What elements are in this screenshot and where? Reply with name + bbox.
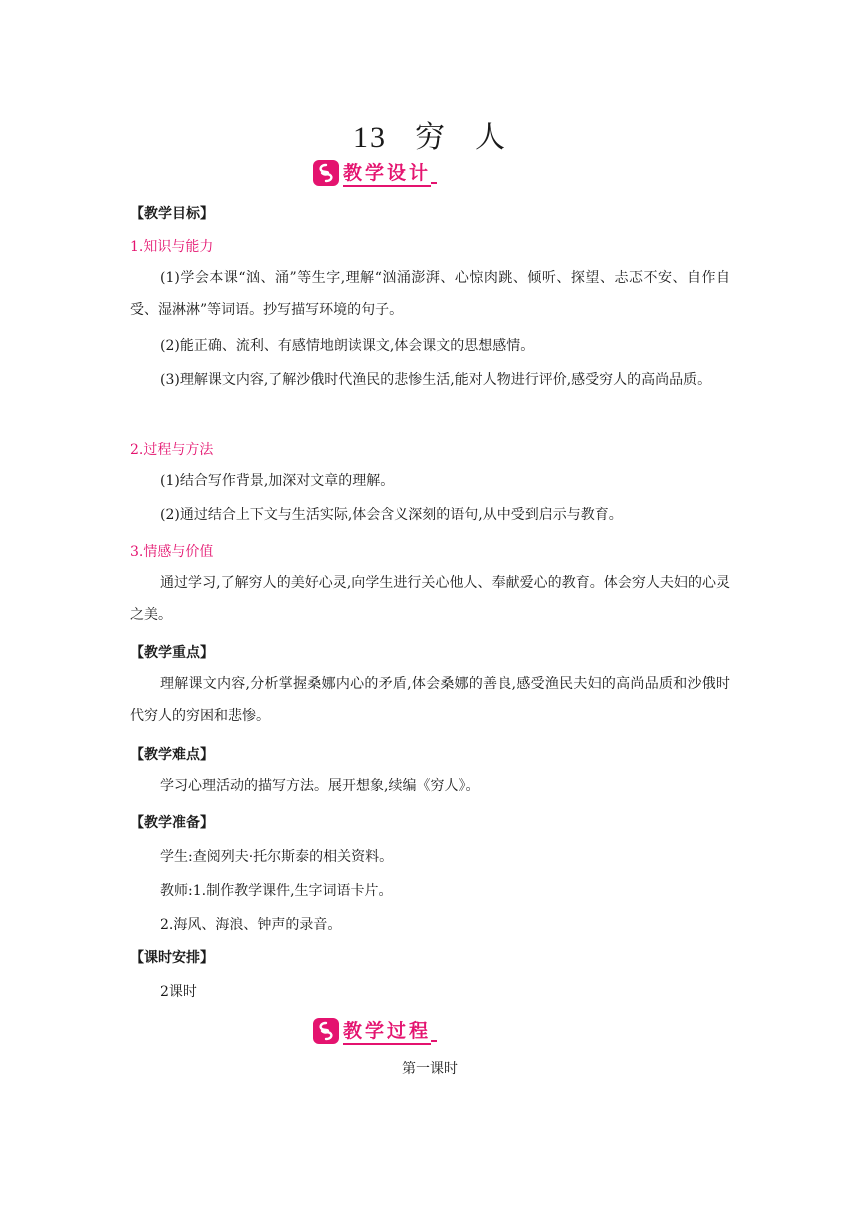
lesson-label: 第一课时: [402, 1061, 458, 1077]
paragraph-goal-2: (2)能正确、流利、有感情地朗读课文,体会课文的思想感情。: [160, 338, 535, 354]
swirl-logo-icon: [313, 160, 339, 186]
subheading-knowledge: 1.知识与能力: [130, 239, 214, 255]
page-title: [0, 112, 860, 156]
title-char-2: 人: [475, 120, 507, 155]
lesson-number: 13: [353, 121, 387, 154]
goals-heading: 【教学目标】: [130, 206, 214, 222]
swirl-logo-icon: [313, 1018, 339, 1044]
preparation-heading: 【教学准备】: [130, 815, 214, 831]
schedule-hours: 2课时: [160, 984, 197, 1000]
title-char-1: 穷: [415, 120, 447, 155]
paragraph-key-points: 理解课文内容,分析掌握桑娜内心的矛盾,体会桑娜的善良,感受渔民夫妇的高尚品质和沙俄时代穷人的穷困和悲惨。: [130, 676, 730, 724]
paragraph-process-1: (1)结合写作背景,加深对文章的理解。: [160, 473, 395, 489]
schedule-heading: 【课时安排】: [130, 950, 214, 966]
preparation-teacher-2: 2.海风、海浪、钟声的录音。: [160, 917, 342, 933]
paragraph-process-2: (2)通过结合上下文与生活实际,体会含义深刻的语句,从中受到启示与教育。: [160, 507, 623, 523]
preparation-student: 学生:查阅列夫·托尔斯泰的相关资料。: [160, 849, 394, 865]
banner-label-process: 教学过程: [343, 1020, 431, 1045]
paragraph-difficulty: 学习心理活动的描写方法。展开想象,续编《穷人》。: [160, 778, 480, 794]
paragraph-goal-3: (3)理解课文内容,了解沙俄时代渔民的悲惨生活,能对人物进行评价,感受穷人的高尚品质。: [160, 372, 712, 388]
subheading-emotion: 3.情感与价值: [130, 544, 214, 560]
subheading-process: 2.过程与方法: [130, 442, 214, 458]
paragraph-emotion: 通过学习,了解穷人的美好心灵,向学生进行关心他人、奉献爱心的教育。体会穷人夫妇的心灵之美。: [130, 575, 730, 623]
section-banner-process: [313, 1018, 431, 1044]
preparation-teacher: 教师:1.制作教学课件,生字词语卡片。: [160, 883, 393, 899]
difficulty-heading: 【教学难点】: [130, 747, 214, 763]
section-banner-design: [313, 160, 431, 186]
key-points-heading: 【教学重点】: [130, 645, 214, 661]
banner-label-design: 教学设计: [343, 162, 431, 187]
paragraph-goal-1: (1)学会本课“汹、涌”等生字,理解“汹涌澎湃、心惊肉跳、倾听、探望、忐忑不安、自作自受、湿淋淋”等词语。抄写描写环境的句子。: [130, 270, 730, 318]
